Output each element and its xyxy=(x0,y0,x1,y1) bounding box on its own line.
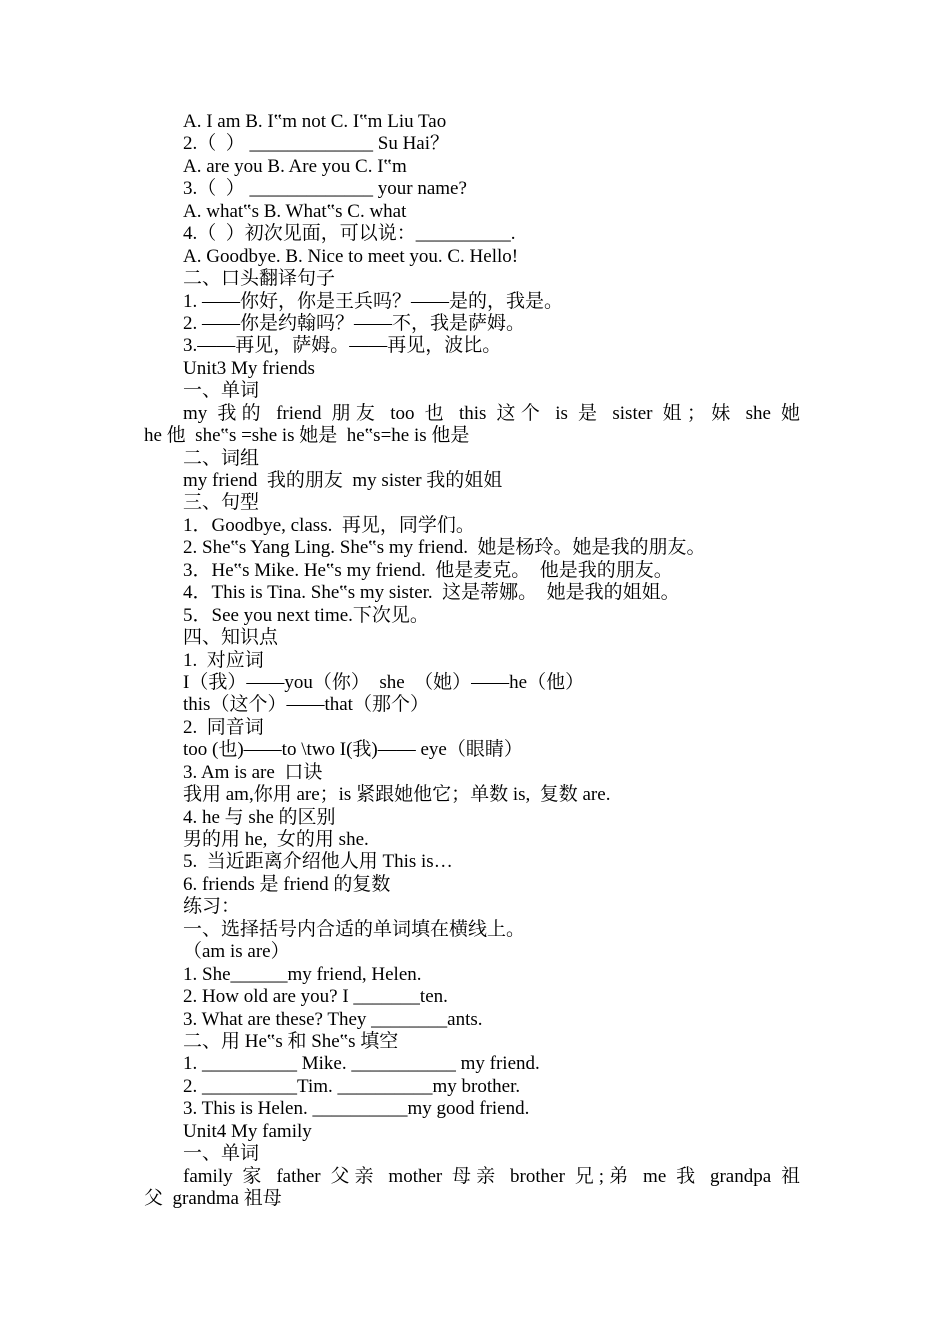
text-line: 4．This is Tina. She‟s my sister. 这是蒂娜。 她是我的姐姐。 xyxy=(183,582,680,604)
text-line: 3．He‟s Mike. He‟s my friend. 他是麦克。 他是我的朋友。 xyxy=(183,559,673,581)
text-line: my 我的 friend 朋友 too 也 this 这个 is 是 sister 姐；妹 she 她 xyxy=(183,402,800,424)
text-line: 1. 对应词 xyxy=(183,649,264,671)
text-line: 1. She______my friend, Helen. xyxy=(183,963,422,985)
text-line: 一、单词 xyxy=(183,1143,260,1165)
text-line: Unit3 My friends xyxy=(183,357,315,379)
text-line: 5. 当近距离介绍他人用 This is… xyxy=(183,851,453,873)
text-line: 三、句型 xyxy=(183,492,260,514)
text-line: 2. ——你是约翰吗？——不，我是萨姆。 xyxy=(183,312,526,334)
document-body xyxy=(144,111,800,1210)
text-line: 5．See you next time.下次见。 xyxy=(183,604,429,626)
text-line: 二、词组 xyxy=(183,447,260,469)
text-line: 二、用 He‟s 和 She‟s 填空 xyxy=(183,1030,399,1052)
text-line: 3. Am is are 口诀 xyxy=(183,761,323,783)
text-line: I（我）——you（你） she （她）——he（他） xyxy=(183,671,585,693)
text-line: 父 grandma 祖母 xyxy=(144,1188,282,1209)
text-line: （am is are） xyxy=(183,941,290,963)
text-line: A. I am B. I‟m not C. I‟m Liu Tao xyxy=(183,111,447,132)
text-line: 1．Goodbye, class. 再见，同学们。 xyxy=(183,514,475,536)
text-line: too (也)——to \two I(我)—— eye（眼睛） xyxy=(183,739,523,761)
text-line: Unit4 My family xyxy=(183,1120,312,1142)
text-line: this（这个）——that（那个） xyxy=(183,694,429,716)
text-line: A. Goodbye. B. Nice to meet you. C. Hello! xyxy=(183,245,519,267)
text-line: 一、选择括号内合适的单词填在横线上。 xyxy=(183,918,526,940)
text-line: 男的用 he, 女的用 she. xyxy=(183,829,369,850)
text-line: 2. __________Tim. __________my brother. xyxy=(183,1075,521,1097)
text-line: 1. ——你好，你是王兵吗？——是的，我是。 xyxy=(183,290,564,312)
text-line: 3.——再见，萨姆。——再见，波比。 xyxy=(183,335,502,357)
text-line: 4. he 与 she 的区别 xyxy=(183,806,336,828)
text-line: 1. __________ Mike. ___________ my friend. xyxy=(183,1053,540,1075)
text-line: 练习： xyxy=(183,896,241,918)
text-line: 4.（ ）初次见面，可以说：__________. xyxy=(183,223,516,245)
text-line: he 他 she‟s =she is 她是 he‟s=he is 他是 xyxy=(144,425,470,447)
text-line: my friend 我的朋友 my sister 我的姐姐 xyxy=(183,470,503,491)
text-line: family 家 father 父亲 mother 母亲 brother 兄;弟 me 我 grandpa 祖 xyxy=(183,1165,800,1187)
text-line: 我用 am,你用 are；is 紧跟她他它；单数 is, 复数 are. xyxy=(183,784,611,806)
text-line: 3. This is Helen. __________my good friend. xyxy=(183,1098,530,1120)
text-line: A. what‟s B. What‟s C. what xyxy=(183,200,407,222)
text-line: A. are you B. Are you C. I‟m xyxy=(183,155,407,177)
text-line: 2. How old are you? I _______ten. xyxy=(183,986,448,1008)
text-line: 四、知识点 xyxy=(183,627,279,649)
text-line: 2. She‟s Yang Ling. She‟s my friend. 她是杨玲。她是我的朋友。 xyxy=(183,537,706,559)
text-line: 3.（ ） _____________ your name? xyxy=(183,178,467,200)
text-line: 2.（ ） _____________ Su Hai？ xyxy=(183,133,450,155)
text-line: 3. What are these? They ________ants. xyxy=(183,1008,483,1030)
text-line: 二、口头翻译句子 xyxy=(183,268,336,290)
text-line: 2. 同音词 xyxy=(183,716,264,738)
text-line: 6. friends 是 friend 的复数 xyxy=(183,873,391,895)
text-line: 一、单词 xyxy=(183,380,260,402)
